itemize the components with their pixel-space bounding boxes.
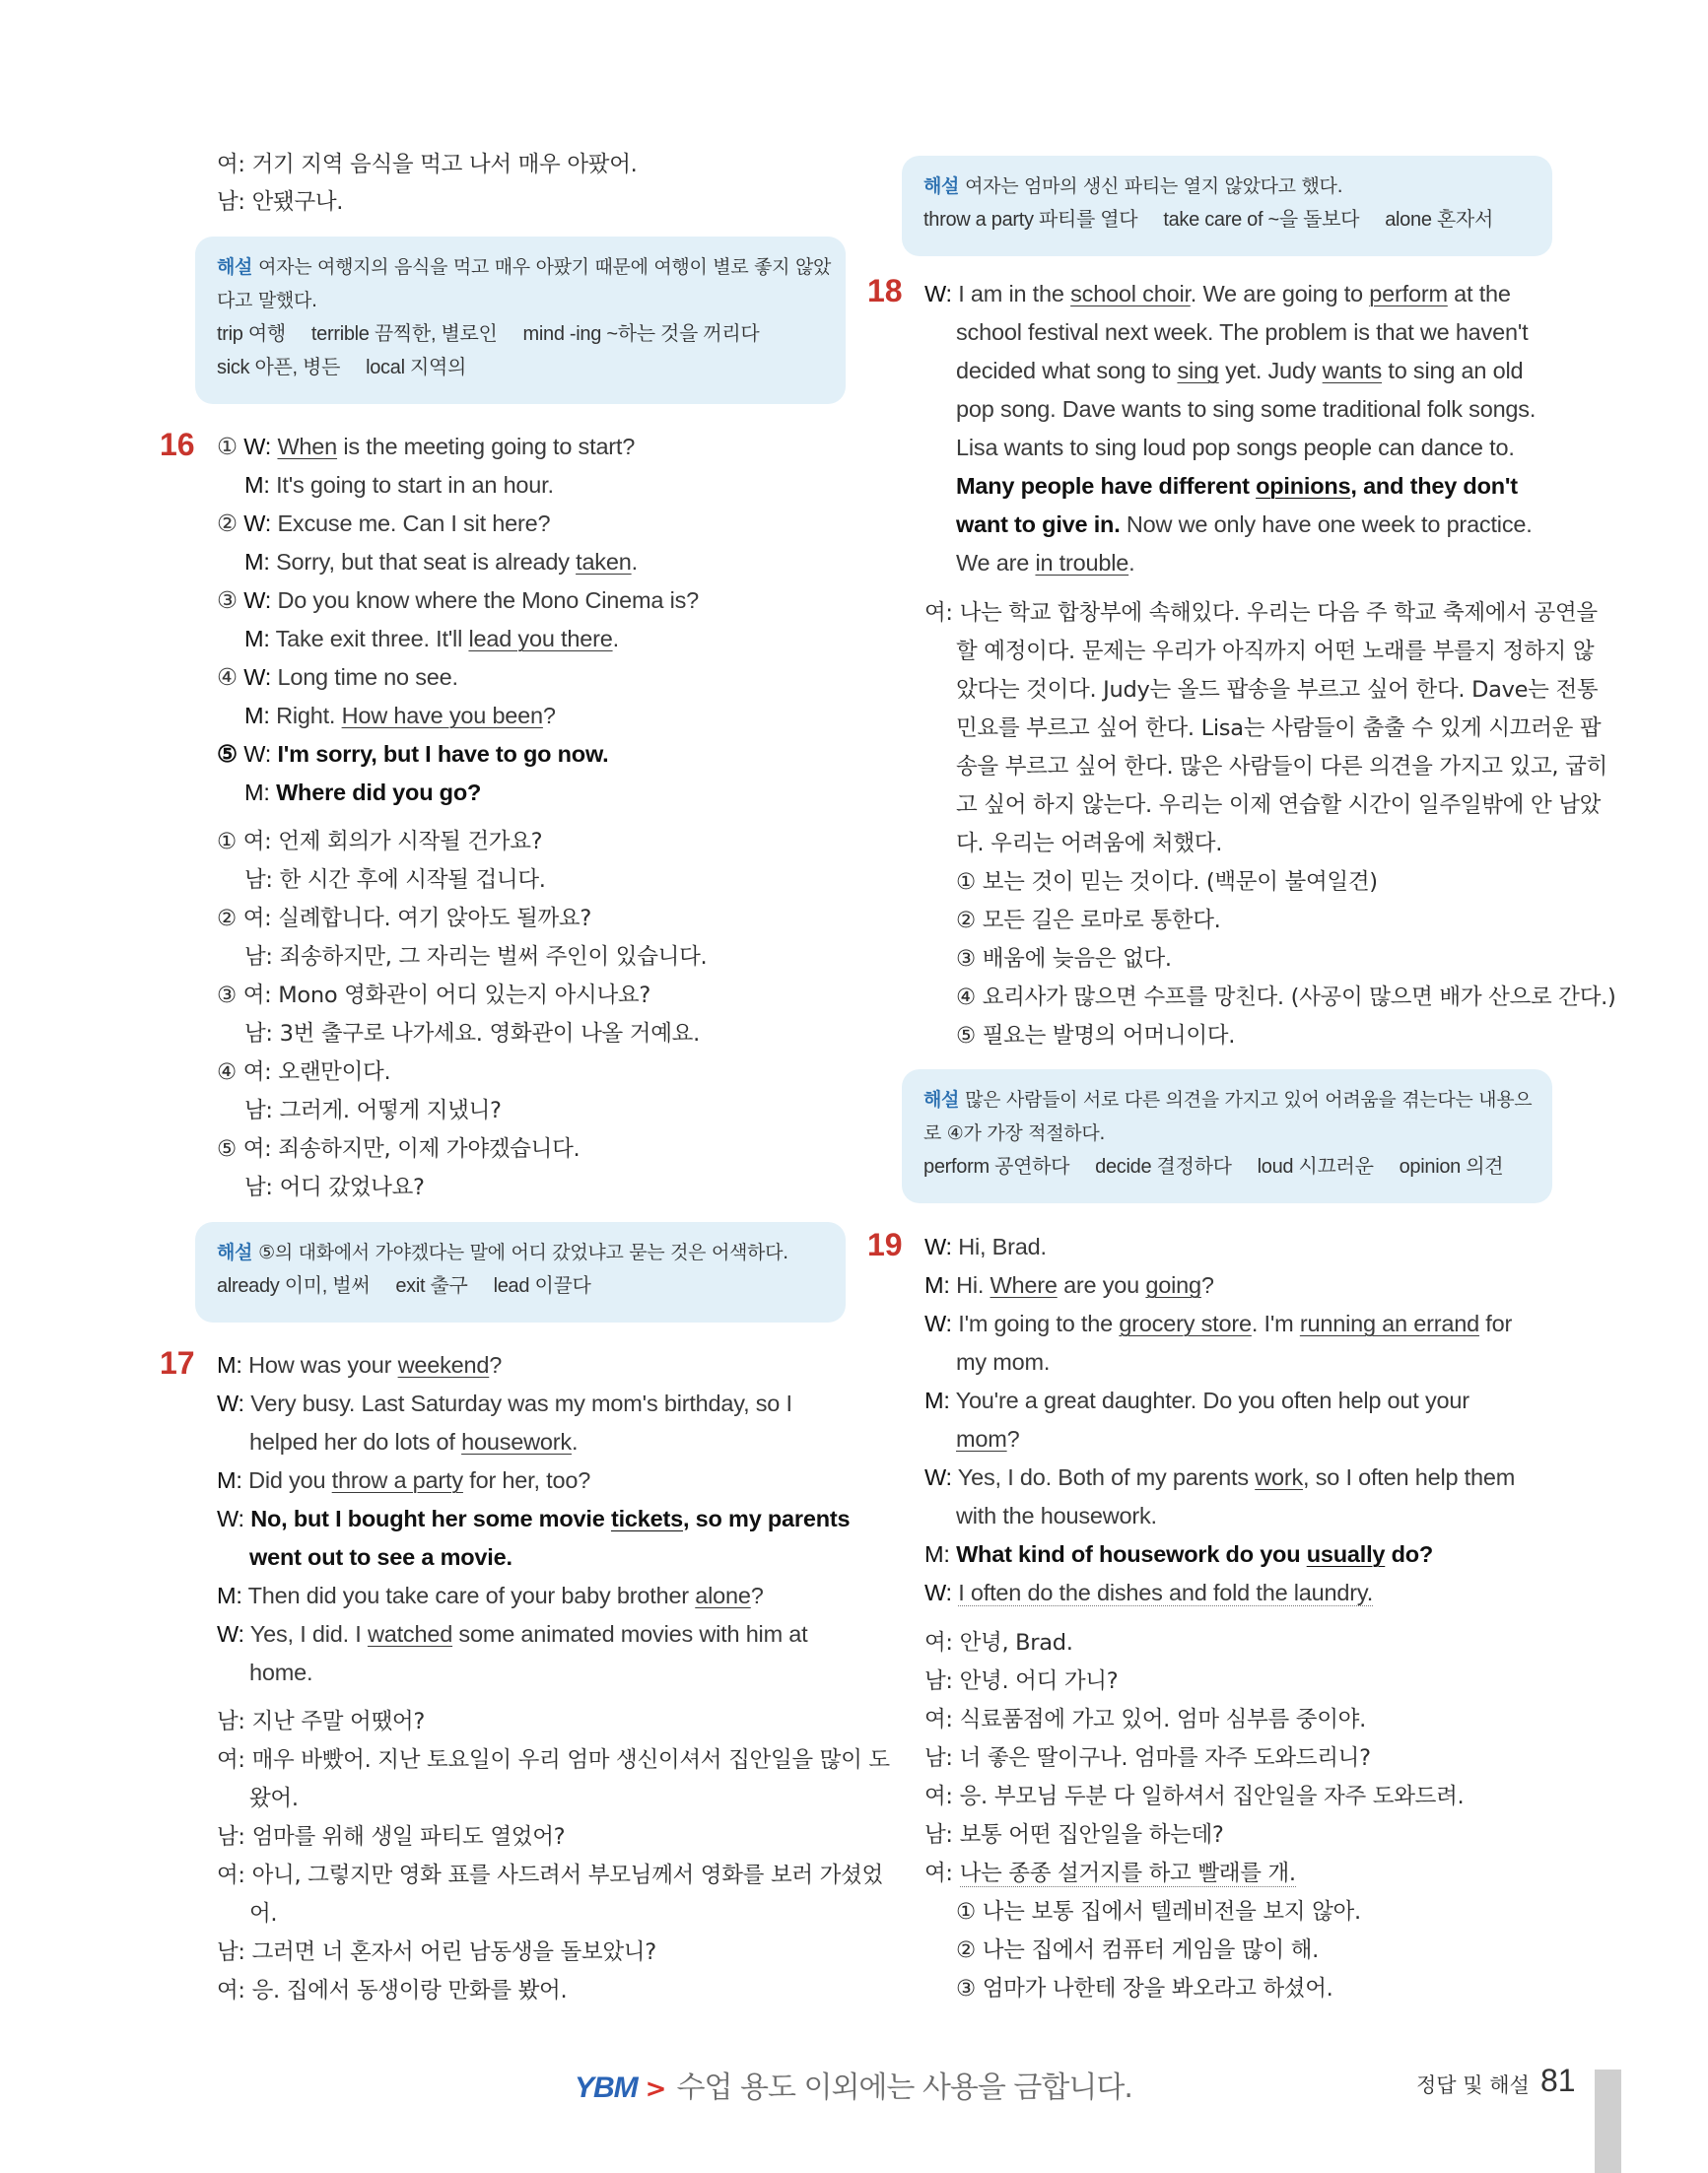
option-line: ① 나는 보통 집에서 텔레비전을 보지 않아. <box>956 1899 1361 1925</box>
dialogue-line-answer: M: What kind of housework do you usually do? <box>924 1541 1434 1567</box>
vocab-line: sick 아픈, 병든 local 지역의 <box>217 357 467 378</box>
korean-line: 남: 3번 출구로 나가세요. 영화관이 나올 거예요. <box>244 1021 700 1047</box>
top-korean-line-1: 여: 거기 지역 음식을 먹고 나서 매우 아팠어. <box>217 152 638 177</box>
footer-notice <box>575 2063 1132 2106</box>
korean-line: 남: 엄마를 위해 생일 파티도 열었어? <box>217 1824 566 1850</box>
keyword-label: 해설 <box>217 1242 253 1263</box>
box-line: 다고 말했다. <box>217 290 317 311</box>
monologue-line: decided what song to sing yet. Judy wants to sing an old <box>956 358 1524 383</box>
box-line: 해설 여자는 엄마의 생신 파티는 열지 않았다고 했다. <box>923 175 1343 197</box>
box-line: 로 ④가 가장 적절하다. <box>923 1122 1106 1144</box>
dialogue-line-answer: ⑤ W: I'm sorry, but I have to go now. <box>217 741 609 767</box>
dialogue-line-answer: M: Where did you go? <box>244 780 482 805</box>
korean-line: 남: 죄송하지만, 그 자리는 벌써 주인이 있습니다. <box>244 944 708 970</box>
vocab-line: already 이미, 벌써 exit 출구 lead 이끌다 <box>217 1275 591 1297</box>
dialogue-line: ① W: When is the meeting going to start? <box>217 434 636 459</box>
korean-line: 여: 아니, 그렇지만 영화 표를 사드려서 부모님께서 영화를 보러 가셨었 <box>217 1863 883 1888</box>
monologue-line: school festival next week. The problem is that we haven't <box>956 319 1529 345</box>
korean-line: ② 여: 실례합니다. 여기 앉아도 될까요? <box>217 906 591 931</box>
keyword-label: 해설 <box>217 256 253 278</box>
explanation-box-16 <box>195 1222 846 1323</box>
korean-line: 민요를 부르고 싶어 한다. Lisa는 사람들이 춤출 수 있게 시끄러운 팝 <box>956 715 1602 741</box>
dialogue-line: M: You're a great daughter. Do you often help out your <box>924 1388 1469 1413</box>
option-line: ⑤ 필요는 발명의 어머니이다. <box>956 1023 1236 1049</box>
usage-notice: 수업 용도 이외에는 사용을 금합니다. <box>676 2071 1132 2105</box>
option-line: ③ 배움에 늦음은 없다. <box>956 946 1172 972</box>
question-number-18: 18 <box>867 273 903 308</box>
korean-line: 남: 그러면 너 혼자서 어린 남동생을 돌보았니? <box>217 1939 656 1965</box>
vocab-line: throw a party 파티를 열다 take care of ~을 돌보다 alone 혼자서 <box>923 209 1493 231</box>
option-line: ① 보는 것이 믿는 것이다. (백문이 불여일견) <box>956 869 1378 895</box>
korean-line: 할 예정이다. 문제는 우리가 아직까지 어떤 노래를 부를지 정하지 않 <box>956 639 1595 664</box>
korean-line: 남: 지난 주말 어땠어? <box>217 1709 425 1734</box>
dialogue-line: ② W: Excuse me. Can I sit here? <box>217 510 551 536</box>
top-korean-line-2: 남: 안됐구나. <box>217 189 344 215</box>
vocab-line: trip 여행 terrible 끔찍한, 별로인 mind -ing ~하는 것을 꺼리다 <box>217 323 760 345</box>
korean-line: ① 여: 언제 회의가 시작될 건가요? <box>217 829 543 854</box>
dialogue-line: W: Hi, Brad. <box>924 1234 1047 1259</box>
option-line: ② 나는 집에서 컴퓨터 게임을 많이 해. <box>956 1937 1319 1963</box>
dialogue-line: W: I'm going to the grocery store. I'm running an errand for <box>924 1311 1513 1336</box>
keyword-label: 해설 <box>923 175 960 197</box>
dialogue-line: M: How was your weekend? <box>217 1352 503 1378</box>
korean-line: 남: 보통 어떤 집안일을 하는데? <box>924 1822 1224 1848</box>
korean-line: 남: 한 시간 후에 시작될 겁니다. <box>244 867 546 893</box>
dialogue-line-answer: W: No, but I bought her some movie tickets, so my parents <box>217 1506 851 1531</box>
monologue-line: pop song. Dave wants to sing some traditional folk songs. <box>956 396 1537 422</box>
dialogue-line: with the housework. <box>956 1503 1157 1528</box>
korean-line: 고 싶어 하지 않는다. 우리는 이제 연습할 시간이 일주일밖에 안 남았 <box>956 792 1602 818</box>
dialogue-line-blank: W: I often do the dishes and fold the laundry. <box>924 1580 1374 1605</box>
korean-line: ⑤ 여: 죄송하지만, 이제 가야겠습니다. <box>217 1136 581 1162</box>
dialogue-line: home. <box>249 1660 313 1685</box>
explanation-box-15 <box>195 237 846 404</box>
korean-line: 여: 나는 종종 설거지를 하고 빨래를 개. <box>924 1861 1296 1886</box>
option-line: ② 모든 길은 로마로 통한다. <box>956 908 1221 933</box>
dialogue-line: M: It's going to start in an hour. <box>244 472 554 498</box>
monologue-line: W: I am in the school choir. We are going to perform at the <box>924 281 1511 306</box>
korean-line: 았다는 것이다. Judy는 올드 팝송을 부르고 싶어 한다. Dave는 전통 <box>956 677 1599 703</box>
explanation-box-17 <box>902 156 1552 256</box>
box-line: 해설 여자는 여행지의 음식을 먹고 매우 아팠기 때문에 여행이 별로 좋지 않았 <box>217 256 832 278</box>
monologue-line: want to give in. Now we only have one week to practice. <box>956 511 1533 537</box>
korean-line: 남: 너 좋은 딸이구나. 엄마를 자주 도와드리니? <box>924 1745 1371 1771</box>
korean-line: 남: 그러게. 어떻게 지냈니? <box>244 1098 502 1123</box>
korean-line: 왔어. <box>249 1786 299 1811</box>
keyword-label: 해설 <box>923 1089 960 1111</box>
korean-line: 남: 어디 갔었나요? <box>244 1175 425 1200</box>
dialogue-line: M: Right. How have you been? <box>244 703 556 728</box>
monologue-line-answer: Many people have different opinions, and they don't <box>956 473 1518 499</box>
dialogue-line: M: Hi. Where are you going? <box>924 1272 1214 1298</box>
question-number-19: 19 <box>867 1227 903 1262</box>
dialogue-line: M: Sorry, but that seat is already taken. <box>244 549 638 575</box>
korean-line: 어. <box>249 1901 278 1927</box>
dialogue-line: M: Then did you take care of your baby brother alone? <box>217 1583 764 1608</box>
dialogue-line: M: Did you throw a party for her, too? <box>217 1467 591 1493</box>
question-number-16: 16 <box>160 427 195 462</box>
dialogue-line: W: Yes, I did. I watched some animated movies with him at <box>217 1621 808 1647</box>
korean-line: 여: 나는 학교 합창부에 속해있다. 우리는 다음 주 학교 축제에서 공연을 <box>924 600 1598 626</box>
option-line: ③ 엄마가 나한테 장을 봐오라고 하셨어. <box>956 1976 1333 2002</box>
korean-line: 여: 안녕, Brad. <box>924 1630 1073 1656</box>
dialogue-line: my mom. <box>956 1349 1051 1375</box>
question-number-17: 17 <box>160 1345 195 1381</box>
korean-line: 여: 응. 집에서 동생이랑 만화를 봤어. <box>217 1978 568 2003</box>
explanation-box-18 <box>902 1069 1552 1203</box>
monologue-line: We are in trouble. <box>956 550 1135 576</box>
box-line: 해설 ⑤의 대화에서 가야겠다는 말에 어디 갔었냐고 묻는 것은 어색하다. <box>217 1242 788 1263</box>
dialogue-line: helped her do lots of housework. <box>249 1429 579 1455</box>
section-label: 정답 및 해설 <box>1416 2073 1530 2097</box>
chevron-right-icon: > <box>645 2074 667 2104</box>
dialogue-line: ③ W: Do you know where the Mono Cinema is? <box>217 587 700 613</box>
ybm-logo: YBM <box>575 2071 638 2104</box>
page-number: 81 <box>1540 2063 1576 2098</box>
dialogue-line: M: Take exit three. It'll lead you there. <box>244 626 619 651</box>
korean-line: 다. 우리는 어려움에 처했다. <box>956 831 1223 856</box>
dialogue-line: mom? <box>956 1426 1020 1452</box>
korean-line: 송을 부르고 싶어 한다. 많은 사람들이 다른 의견을 가지고 있고, 굽히 <box>956 754 1607 780</box>
vocab-line: perform 공연하다 decide 결정하다 loud 시끄러운 opinion 의견 <box>923 1156 1504 1178</box>
korean-line: 여: 매우 바빴어. 지난 토요일이 우리 엄마 생신이셔서 집안일을 많이 도 <box>217 1747 890 1773</box>
korean-line: 여: 응. 부모님 두분 다 일하셔서 집안일을 자주 도와드려. <box>924 1784 1465 1809</box>
korean-line: ④ 여: 오랜만이다. <box>217 1059 391 1085</box>
option-line: ④ 요리사가 많으면 수프를 망친다. (사공이 많으면 배가 산으로 간다.) <box>956 985 1616 1010</box>
dialogue-line: W: Very busy. Last Saturday was my mom's birthday, so I <box>217 1391 792 1416</box>
box-line: 해설 많은 사람들이 서로 다른 의견을 가지고 있어 어려움을 겪는다는 내용으 <box>923 1089 1533 1111</box>
dialogue-line: W: Yes, I do. Both of my parents work, so I often help them <box>924 1464 1516 1490</box>
dialogue-line-answer: went out to see a movie. <box>249 1544 512 1570</box>
page-edge-tab <box>1595 2070 1621 2173</box>
korean-line: 여: 식료품점에 가고 있어. 엄마 심부름 중이야. <box>924 1707 1366 1732</box>
korean-line: 남: 안녕. 어디 가니? <box>924 1668 1119 1694</box>
monologue-line: Lisa wants to sing loud pop songs people can dance to. <box>956 435 1515 460</box>
korean-line: ③ 여: Mono 영화관이 어디 있는지 아시나요? <box>217 983 651 1008</box>
dialogue-line: ④ W: Long time no see. <box>217 664 458 690</box>
